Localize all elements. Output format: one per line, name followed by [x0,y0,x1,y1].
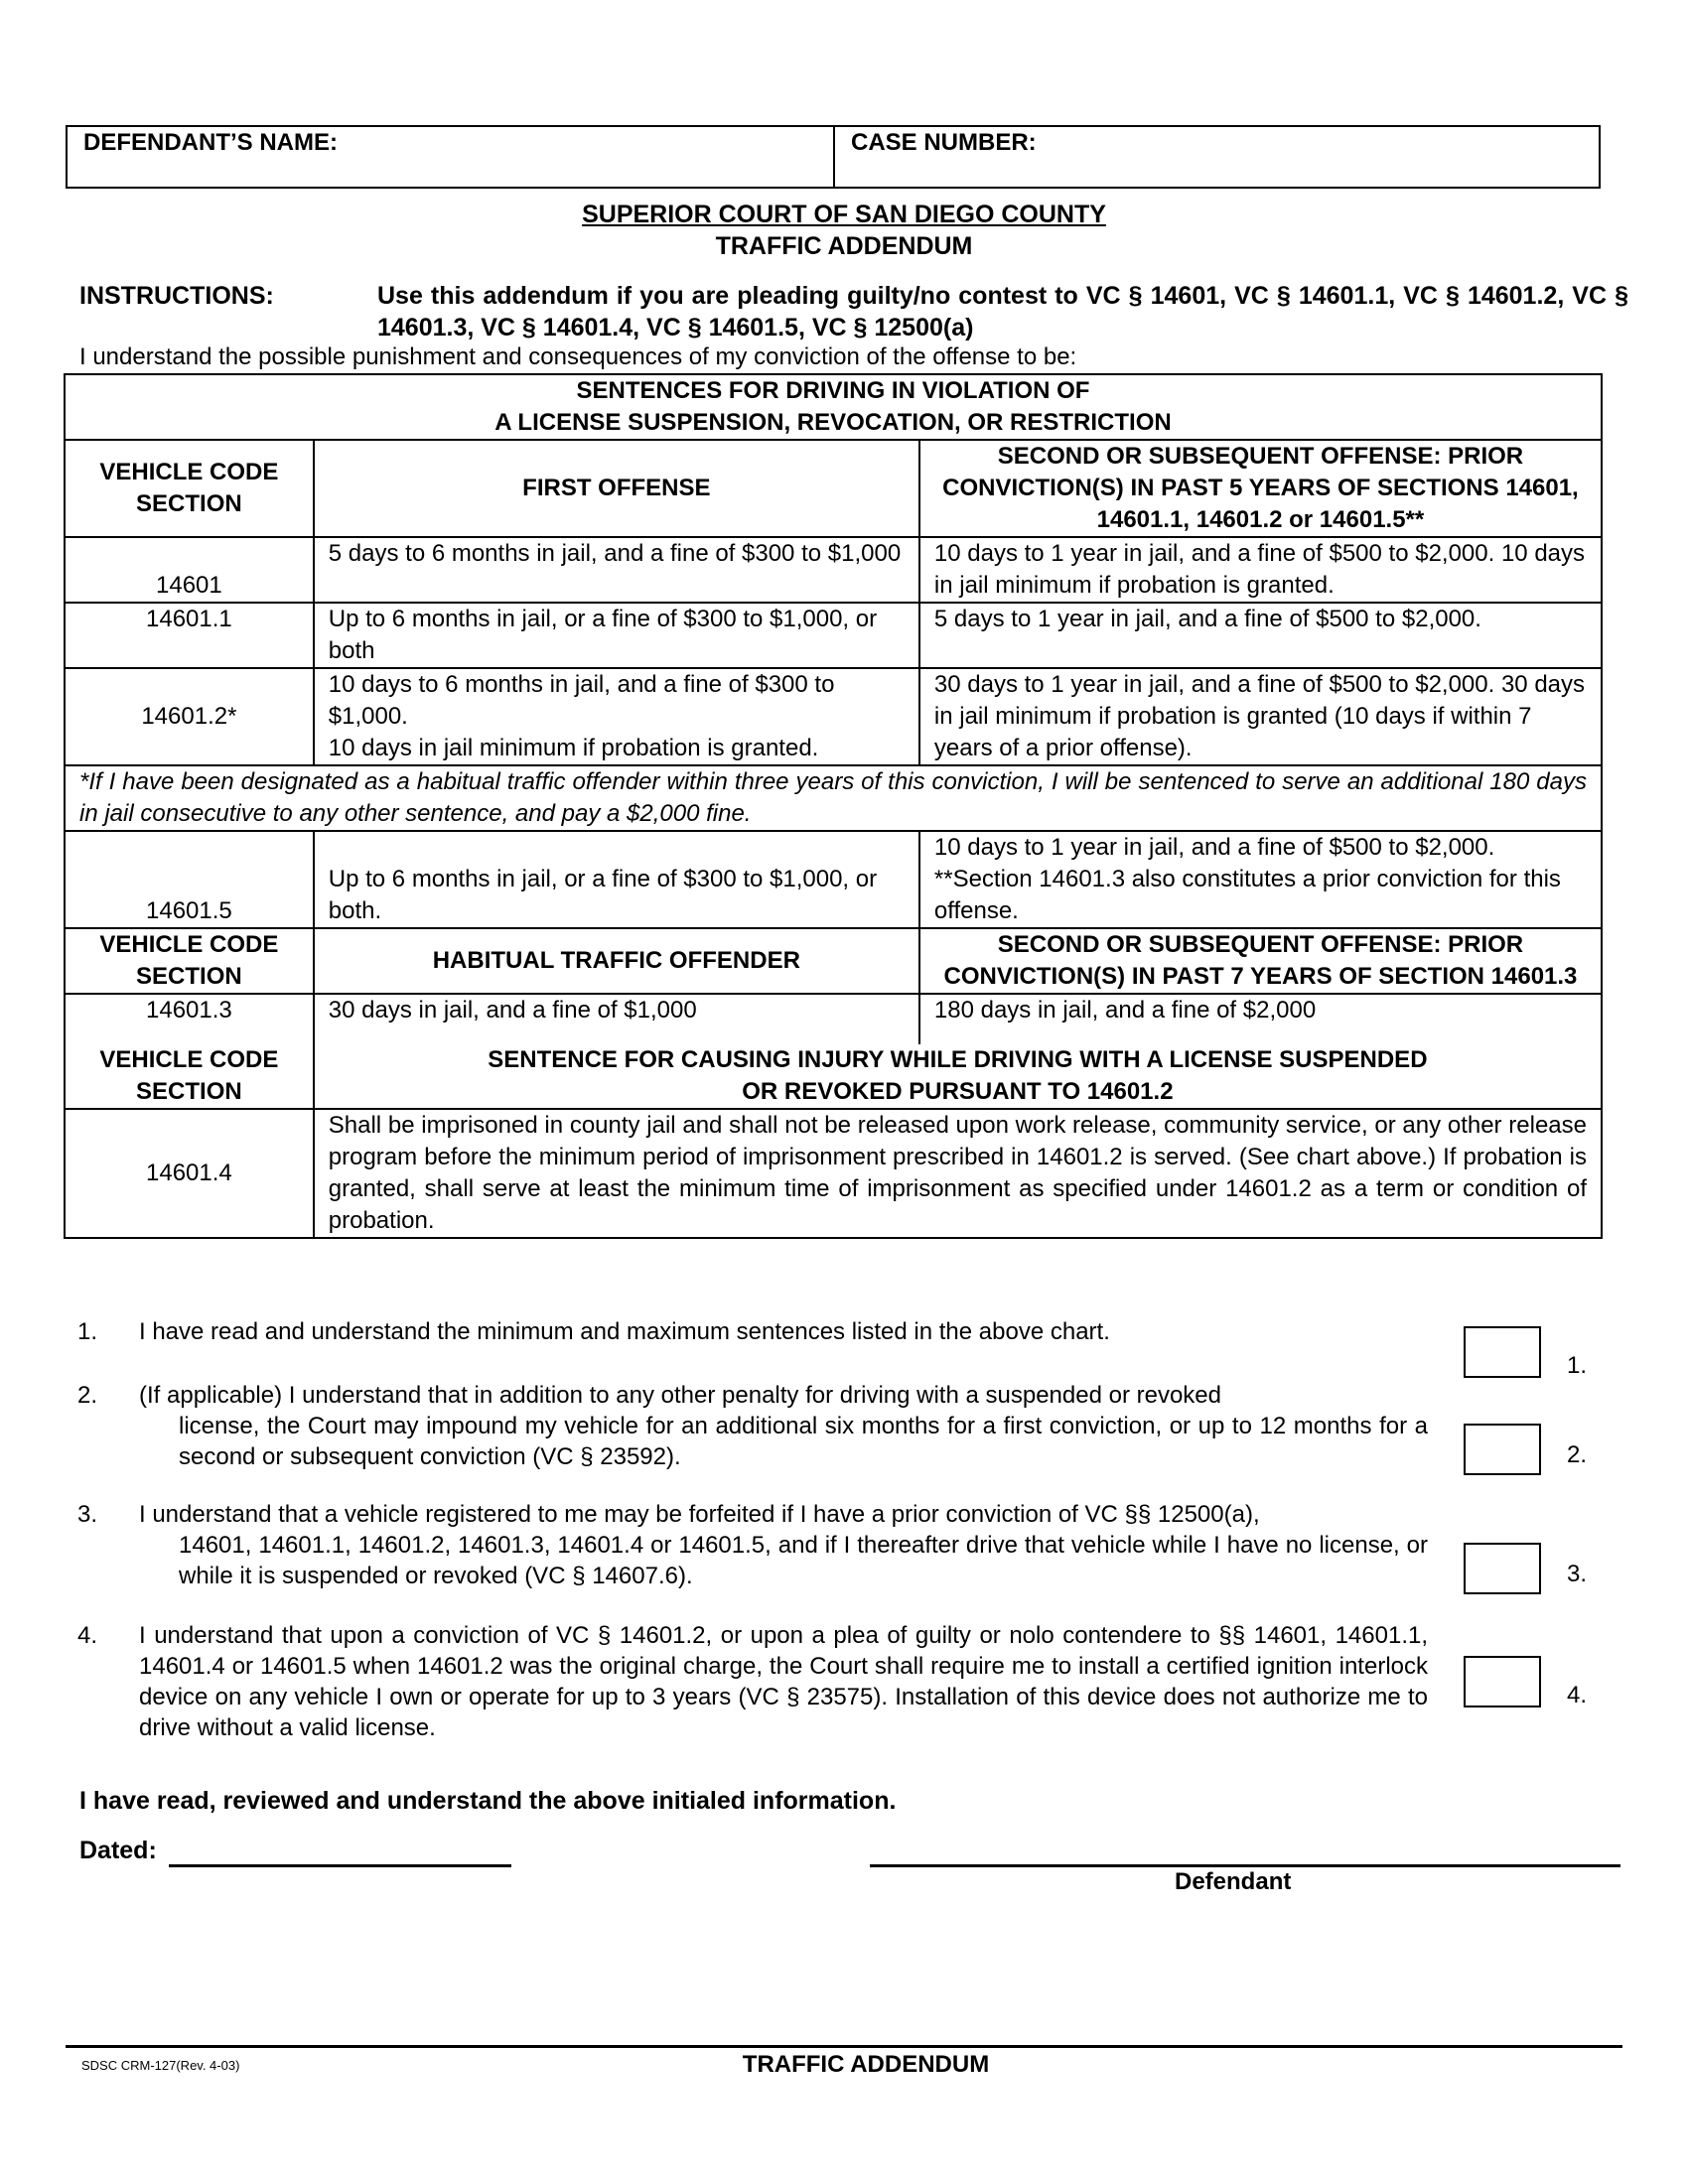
table-row [65,994,1602,1044]
injury-sentence-cell: Shall be imprisoned in county jail and shall not be released upon work release, community service, or any other release program before the minimum period of imprisonment prescribed in 14601.2 is served. (See chart above.) If probation is granted, shall serve at least the minimum time of imprisonment as specified under 14601.2 as a term or condition of probation. [314,1109,1602,1238]
form-number: SDSC CRM-127(Rev. 4-03) [81,2058,240,2073]
statement-text: I have read and understand the minimum and maximum sentences listed in the above chart. [139,1318,1110,1345]
case-number-label: CASE NUMBER: [851,129,1037,156]
initial-box-4[interactable] [1464,1656,1541,1707]
understand-statement: I understand the possible punishment and consequences of my conviction of the offense to be: [79,343,1077,370]
col-header-section: VEHICLE CODE SECTION [65,928,314,994]
second-offense-cell [919,831,1602,928]
first-offense-cell: Up to 6 months in jail, or a fine of $300 to $1,000, or both. [314,831,919,928]
initial-box-label: 3. [1567,1561,1588,1587]
first-offense-cell [314,668,919,765]
statement-number: 4. [77,1622,98,1649]
col-header-injury [314,1044,1602,1109]
date-line[interactable] [169,1864,511,1867]
defendant-name-label: DEFENDANT’S NAME: [83,129,338,156]
col-header-section: VEHICLE CODE SECTION [65,1044,314,1109]
case-number-field[interactable] [835,127,1599,187]
statement-number: 1. [77,1318,98,1345]
initial-box-1[interactable] [1464,1326,1541,1378]
statement-text-continued: license, the Court may impound my vehicle for an additional six months for a first conviction, or up to 12 months for a second or subsequent conviction (VC § 23592). [179,1413,1428,1470]
dated-label: Dated: [79,1837,157,1864]
initial-box-3[interactable] [1464,1543,1541,1594]
second-offense-text: 10 days to 1 year in jail, and a fine of $500 to $2,000. [933,834,1495,861]
table-row [65,831,1602,928]
statement-4 [77,1620,1428,1743]
habitual-offender-note: *If I have been designated as a habitual traffic offender within three years of this conviction, I will be sentenced to serve an additional 180 days in jail consecutive to any other sentence, and pay a $2,000 fine. [65,765,1602,831]
acknowledgment: I have read, reviewed and understand the above initialed information. [79,1787,897,1815]
initial-box-label: 2. [1567,1441,1588,1468]
initial-box-label: 4. [1567,1682,1588,1708]
statement-3 [77,1499,1428,1591]
second-offense-cell: 30 days to 1 year in jail, and a fine of $500 to $2,000. 30 days in jail minimum if probation is granted (10 days if within 7 years of a prior offense). [919,668,1602,765]
table-row [65,603,1602,668]
form-title: TRAFFIC ADDENDUM [715,232,973,260]
initial-box-2[interactable] [1464,1424,1541,1475]
sentences-table [64,373,1603,1239]
table-row [65,1109,1602,1238]
footer-title: TRAFFIC ADDENDUM [742,2051,990,2078]
table-title-line-2: A LICENSE SUSPENSION, REVOCATION, OR RESTRICTION [494,409,1172,436]
section-cell: 14601.5 [65,831,314,928]
first-offense-cell: Up to 6 months in jail, or a fine of $300 to $1,000, or both [314,603,919,668]
col-header-habitual-offender: HABITUAL TRAFFIC OFFENDER [314,928,919,994]
first-offense-probation: 10 days in jail minimum if probation is granted. [328,735,819,761]
second-offense-footnote: **Section 14601.3 also constitutes a prior conviction for this offense. [933,866,1561,924]
table-title-line-1: SENTENCES FOR DRIVING IN VIOLATION OF [576,377,1090,404]
second-offense-cell: 5 days to 1 year in jail, and a fine of $500 to $2,000. [919,603,1602,668]
court-name: SUPERIOR COURT OF SAN DIEGO COUNTY [582,201,1106,228]
col-header-first-offense: FIRST OFFENSE [314,440,919,537]
footer-rule [66,2045,1622,2048]
statement-2 [77,1380,1428,1472]
col-header-section: VEHICLE CODE SECTION [65,440,314,537]
statement-text: I understand that upon a conviction of VC § 14601.2, or upon a plea of guilty or nolo contendere to §§ 14601, 14601.1, 14601.4 or 14601.5 when 14601.2 was the original charge, the Court shall require me to install a certified ignition interlock device on any vehicle I own or operate for up to 3 years (VC § 23575). Installation of this device does not authorize me to drive without a valid license. [139,1622,1428,1741]
col-header-second-offense: SECOND OR SUBSEQUENT OFFENSE: PRIOR CONVICTION(S) IN PAST 5 YEARS OF SECTIONS 14601, 14601.1, 14601.2 or 14601.5** [919,440,1602,537]
initial-box-label: 1. [1567,1352,1588,1379]
habitual-offender-cell: 30 days in jail, and a fine of $1,000 [314,994,919,1044]
instructions-text: Use this addendum if you are pleading guilty/no contest to VC § 14601, VC § 14601.1, VC § 14601.2, VC § 14601.3, VC § 14601.4, VC § 14601.5, VC § 12500(a) [377,282,1628,341]
col-header-second-offense-7yr: SECOND OR SUBSEQUENT OFFENSE: PRIOR CONVICTION(S) IN PAST 7 YEARS OF SECTION 14601.3 [919,928,1602,994]
section-cell: 14601.1 [65,603,314,668]
statement-text: I understand that a vehicle registered to me may be forfeited if I have a prior conviction of VC §§ 12500(a), [139,1501,1260,1528]
table-title [65,374,1602,440]
injury-heading-line-1: SENTENCE FOR CAUSING INJURY WHILE DRIVING WITH A LICENSE SUSPENDED [488,1046,1428,1073]
defendant-name-field[interactable] [68,127,835,187]
instructions-label: INSTRUCTIONS: [79,282,274,310]
second-offense-cell: 180 days in jail, and a fine of $2,000 [919,994,1602,1044]
court-heading [0,199,1688,262]
statement-1 [77,1316,1428,1347]
statement-text: (If applicable) I understand that in addition to any other penalty for driving with a suspended or revoked [139,1382,1221,1409]
signature-line[interactable] [870,1864,1620,1867]
statement-number: 3. [77,1501,98,1528]
first-offense-text: 10 days to 6 months in jail, and a fine of $300 to $1,000. [328,671,835,730]
section-cell: 14601.4 [65,1109,314,1238]
statement-number: 2. [77,1382,98,1409]
section-cell: 14601.3 [65,994,314,1044]
section-cell: 14601 [65,537,314,603]
defendant-signature-label: Defendant [1175,1868,1292,1895]
first-offense-cell: 5 days to 6 months in jail, and a fine of $300 to $1,000 [314,537,919,603]
second-offense-cell: 10 days to 1 year in jail, and a fine of $500 to $2,000. 10 days in jail minimum if probation is granted. [919,537,1602,603]
table-row [65,668,1602,765]
case-header-box [66,125,1601,189]
table-row [65,537,1602,603]
statement-text-continued: 14601, 14601.1, 14601.2, 14601.3, 14601.4 or 14601.5, and if I thereafter drive that vehicle while I have no license, or while it is suspended or revoked (VC § 14607.6). [179,1532,1428,1589]
injury-heading-line-2: OR REVOKED PURSUANT TO 14601.2 [742,1078,1174,1105]
section-cell: 14601.2* [65,668,314,765]
